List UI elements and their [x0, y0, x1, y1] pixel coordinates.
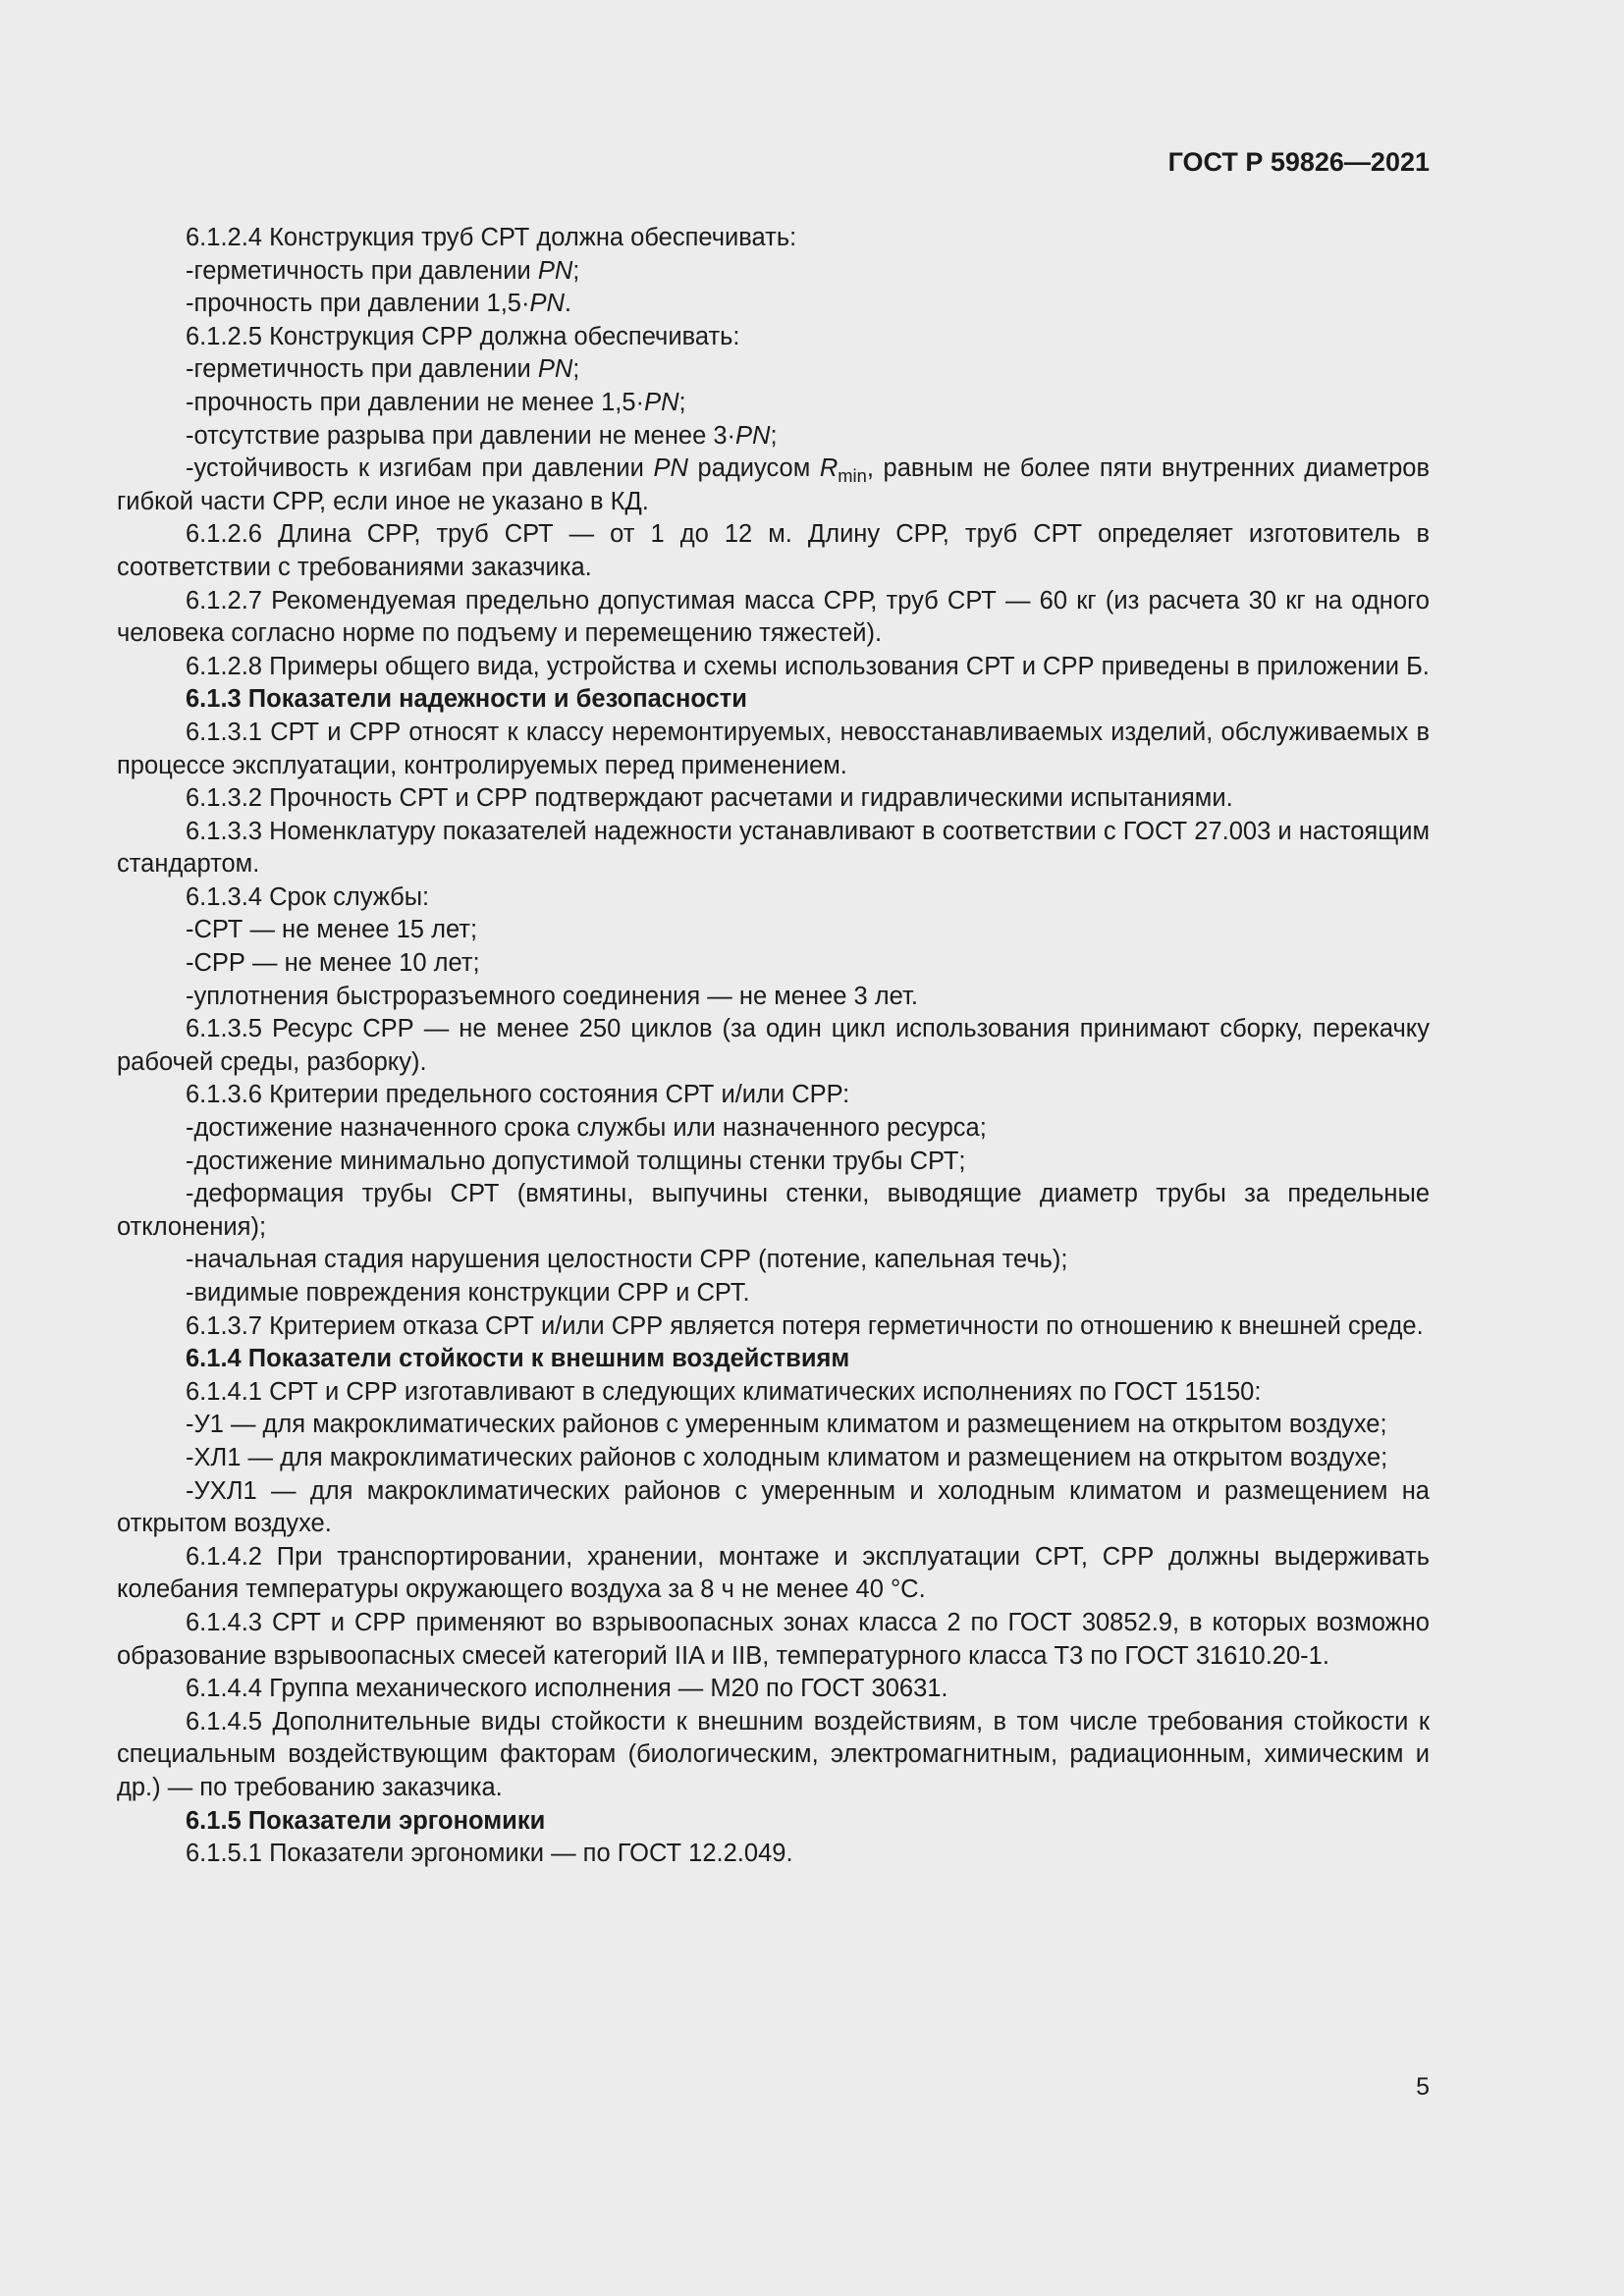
list-dash: - [186, 355, 194, 384]
list-item: -начальная стадия нарушения целостности СРР (потение, капельная течь); [186, 1246, 1068, 1274]
list-item: -видимые повреждения конструкции СРР и СРТ. [186, 1279, 750, 1307]
section-heading: 6.1.4 Показатели стойкости к внешним воздействиям [186, 1345, 850, 1373]
list-item: -прочность при давлении 1,5·PN. [186, 290, 571, 318]
list-item: -деформация трубы СРТ (вмятины, выпучины стенки, выводящие диаметр трубы за предельные отклонения); [117, 1180, 1430, 1241]
list-dash: - [186, 421, 194, 450]
paragraph: 6.1.2.5 Конструкция СРР должна обеспечивать: [186, 322, 740, 350]
list-item: -достижение минимально допустимой толщины стенки трубы СРТ; [186, 1147, 966, 1175]
section-heading: 6.1.5 Показатели эргономики [186, 1806, 546, 1835]
document-body [117, 222, 1430, 1871]
paragraph: 6.1.3.6 Критерии предельного состояния СРТ и/или СРР: [186, 1081, 850, 1109]
list-dash: - [186, 290, 194, 318]
list-dash: - [186, 1114, 194, 1143]
list-dash: - [186, 256, 194, 285]
list-dash: - [186, 1476, 194, 1505]
paragraph: 6.1.5.1 Показатели эргономики — по ГОСТ 12.2.049. [186, 1840, 793, 1868]
paragraph: 6.1.3.3 Номенклатуру показателей надежности устанавливают в соответствии с ГОСТ 27.003 и настоящим стандартом. [117, 817, 1430, 879]
list-item: -устойчивость к изгибам при давлении PN радиусом $R_{min}$, равным не более пяти внутренних диаметров гибкой части СРР, если иное не указано в КД. [117, 454, 1430, 515]
paragraph: 6.1.4.5 Дополнительные виды стойкости к внешним воздействиям, в том числе требования стойкости к специальным воздействующим факторам (биологическим, электромагнитным, радиационным, химическим и др.) — по требованию заказчика. [117, 1707, 1430, 1801]
paragraph: 6.1.4.4 Группа механического исполнения — М20 по ГОСТ 30631. [186, 1675, 948, 1703]
list-dash: - [186, 1246, 194, 1274]
list-item: -уплотнения быстроразъемного соединения — не менее 3 лет. [186, 982, 918, 1010]
list-item: -достижение назначенного срока службы или назначенного ресурса; [186, 1114, 987, 1143]
list-item: -отсутствие разрыва при давлении не менее 3·PN; [186, 421, 778, 450]
list-item: -герметичность при давлении PN; [186, 256, 580, 285]
list-dash: - [186, 949, 194, 978]
paragraph: 6.1.3.4 Срок службы: [186, 882, 430, 911]
list-dash: - [186, 1180, 194, 1208]
paragraph: 6.1.3.2 Прочность СРТ и СРР подтверждают расчетами и гидравлическими испытаниями. [186, 784, 1233, 813]
section-heading: 6.1.3 Показатели надежности и безопасности [186, 685, 747, 714]
list-item: -прочность при давлении не менее 1,5·PN; [186, 388, 686, 416]
paragraph: 6.1.3.7 Критерием отказа СРТ и/или СРР является потеря герметичности по отношению к внешней среде. [186, 1311, 1424, 1340]
list-dash: - [186, 454, 194, 483]
paragraph: 6.1.3.1 СРТ и СРР относят к классу неремонтируемых, невосстанавливаемых изделий, обслуживаемых в процессе эксплуатации, контролируемых перед применением. [117, 718, 1430, 779]
list-dash: - [186, 1147, 194, 1175]
list-dash: - [186, 1279, 194, 1307]
paragraph: 6.1.2.4 Конструкция труб СРТ должна обеспечивать: [186, 224, 797, 251]
list-item: -УХЛ1 — для макроклиматических районов с умеренным и холодным климатом и размещением на открытом воздухе. [117, 1476, 1430, 1538]
paragraph: 6.1.3.5 Ресурс СРР — не менее 250 циклов (за один цикл использования принимают сборку, перекачку рабочей среды, разборку). [117, 1015, 1430, 1076]
list-dash: - [186, 1443, 194, 1471]
list-dash: - [186, 982, 194, 1010]
list-item: -У1 — для макроклиматических районов с умеренным климатом и размещением на открытом воздухе; [186, 1411, 1387, 1439]
list-item: -СРР — не менее 10 лет; [186, 949, 480, 978]
list-dash: - [186, 388, 194, 416]
paragraph: 6.1.2.7 Рекомендуемая предельно допустимая масса СРР, труб СРТ — 60 кг (из расчета 30 кг на одного человека согласно норме по подъему и перемещению тяжестей). [117, 586, 1430, 648]
list-item: -СРТ — не менее 15 лет; [186, 916, 478, 944]
paragraph: 6.1.4.2 При транспортировании, хранении, монтаже и эксплуатации СРТ, СРР должны выдерживать колебания температуры окружающего воздуха за 8 ч не менее 40 °С. [117, 1542, 1430, 1604]
document-header: ГОСТ Р 59826—2021 [1167, 147, 1430, 177]
paragraph: 6.1.2.6 Длина СРР, труб СРТ — от 1 до 12 м. Длину СРР, труб СРТ определяет изготовитель в соответствии с требованиями заказчика. [117, 520, 1430, 581]
list-dash: - [186, 1411, 194, 1439]
paragraph: 6.1.2.8 Примеры общего вида, устройства и схемы использования СРТ и СРР приведены в приложении Б. [186, 652, 1430, 680]
paragraph: 6.1.4.1 СРТ и СРР изготавливают в следующих климатических исполнениях по ГОСТ 15150: [186, 1377, 1262, 1406]
page-number: 5 [1416, 2073, 1430, 2101]
list-dash: - [186, 916, 194, 944]
list-item: -герметичность при давлении PN; [186, 355, 580, 384]
paragraph: 6.1.4.3 СРТ и СРР применяют во взрывоопасных зонах класса 2 по ГОСТ 30852.9, в которых возможно образование взрывоопасных смесей категорий IIA и IIB, температурного класса Т3 по ГОСТ 31610.20-1. [117, 1608, 1430, 1670]
list-item: -ХЛ1 — для макроклиматических районов с холодным климатом и размещением на открытом воздухе; [186, 1443, 1388, 1471]
